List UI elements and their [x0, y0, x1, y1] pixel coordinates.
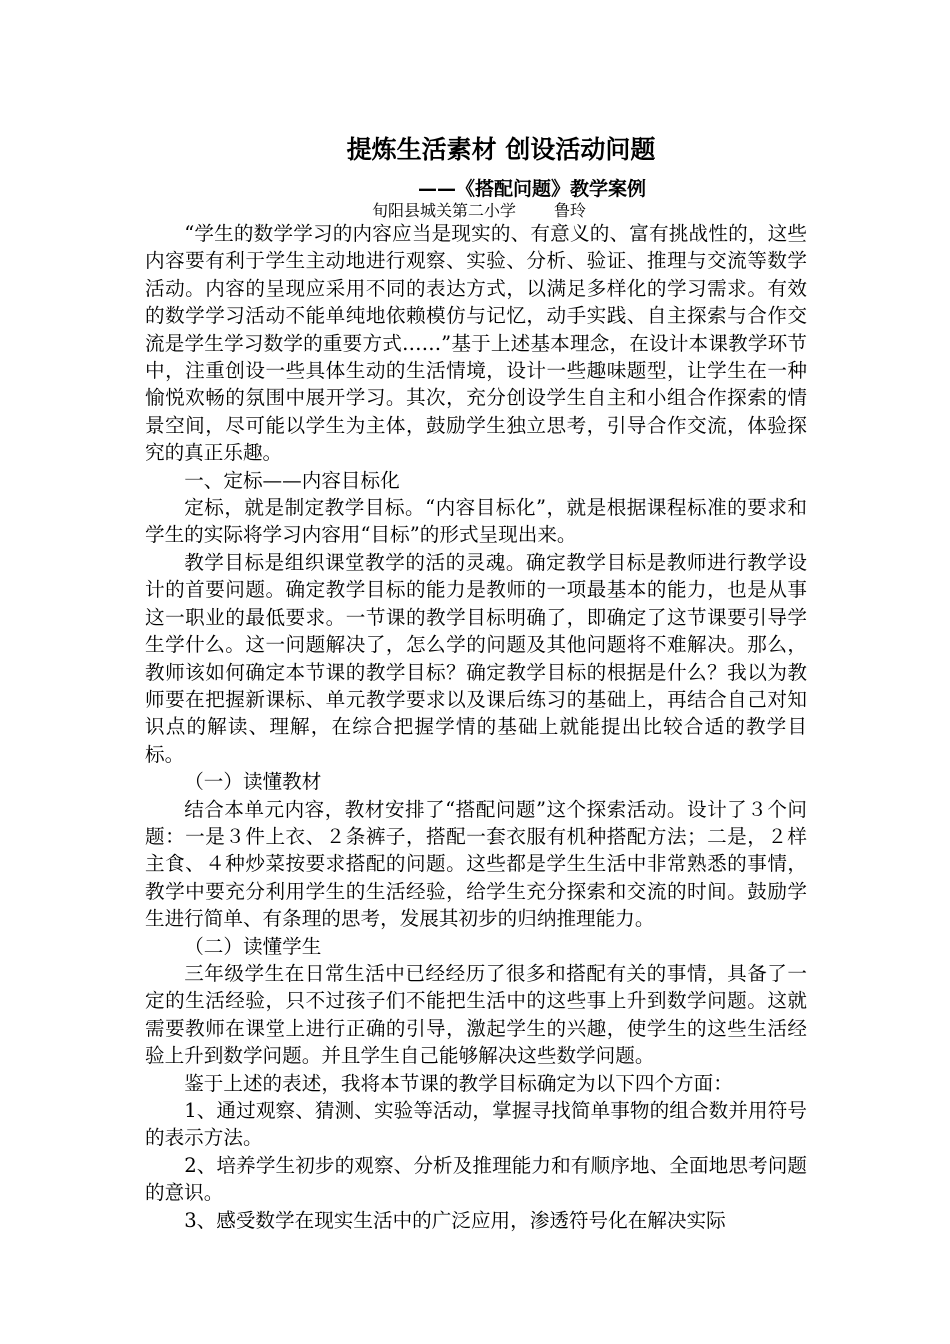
document-body — [145, 220, 807, 1234]
section-heading: 一、定标——内容目标化 — [184, 468, 400, 492]
body-paragraph: 教学目标是组织课堂教学的活的灵魂。确定教学目标是教师进行教学设计的首要问题。确定教学目标的能力是教师的一项最基本的能力，也是从事这一职业的最低要求。一节课的教学目标明确了，即确定了这节课要引导学生学什么。这一问题解决了，怎么学的问题及其他问题将不难解决。那么，教师该如何确定本节课的教学目标？确定教学目标的根据是什么？我以为教师要在把握新课标、单元教学要求以及课后练习的基础上，再结合自己对知识点的解读、理解，在综合把握学情的基础上就能提出比较合适的教学目标。 — [145, 550, 807, 766]
intro-paragraph: “学生的数学学习的内容应当是现实的、有意义的、富有挑战性的，这些内容要有利于学生主动地进行观察、实验、分析、验证、推理与交流等数学活动。内容的呈现应采用不同的表达方式，以满足多样化的学习需求。有效的数学学习活动不能单纯地依赖模仿与记忆，动手实践、自主探索与合作交流是学生学习数学的重要方式……”基于上述基本理念，在设计本课教学环节中，注重创设一些具体生动的生活情境，设计一些趣味题型，让学生在一种愉悦欢畅的氛围中展开学习。其次，充分创设学生自主和小组合作探索的情景空间，尽可能以学生为主体，鼓励学生独立思考，引导合作交流，体验探究的真正乐趣。 — [145, 222, 807, 465]
body-paragraph: 三年级学生在日常生活中已经经历了很多和搭配有关的事情，具备了一定的生活经验，只不过孩子们不能把生活中的这些事上升到数学问题。这就需要教师在课堂上进行正确的引导，激起学生的兴趣，使学生的这些生活经验上升到数学问题。并且学生自己能够解决这些数学问题。 — [145, 961, 807, 1068]
body-paragraph: 结合本单元内容，教材安排了“搭配问题”这个探索活动。设计了３个问题：一是３件上衣、２条裤子，搭配一套衣服有机种搭配方法；二是，２样主食、４种炒菜按要求搭配的问题。这些都是学生生活中非常熟悉的事情，教学中要充分利用学生的生活经验，给学生充分探索和交流的时间。鼓励学生进行简单、有条理的思考，发展其初步的归纳推理能力。 — [145, 797, 807, 931]
goal-item: 1、通过观察、猜测、实验等活动，掌握寻找简单事物的组合数并用符号的表示方法。 — [145, 1099, 807, 1150]
author-line — [372, 200, 586, 222]
goal-item: 2、培养学生初步的观察、分析及推理能力和有顺序地、全面地思考问题的意识。 — [145, 1153, 807, 1205]
author-name: 鲁玲 — [554, 201, 587, 220]
goal-item: 3、感受数学在现实生活中的广泛应用，渗透符号化在解决实际 — [184, 1208, 726, 1232]
document-subtitle: ——《搭配问题》教学案例 — [418, 178, 647, 200]
subsection-heading: （一）读懂教材 — [184, 770, 322, 794]
document-title: 提炼生活素材 创设活动问题 — [346, 135, 656, 164]
subsection-heading: （二）读懂学生 — [184, 934, 322, 958]
body-paragraph: 鉴于上述的表述，我将本节课的教学目标确定为以下四个方面： — [184, 1071, 733, 1095]
school-name: 旬阳县城关第二小学 — [372, 201, 517, 220]
body-paragraph: 定标，就是制定教学目标。“内容目标化”，就是根据课程标准的要求和学生的实际将学习内容用“目标”的形式呈现出来。 — [145, 496, 807, 547]
